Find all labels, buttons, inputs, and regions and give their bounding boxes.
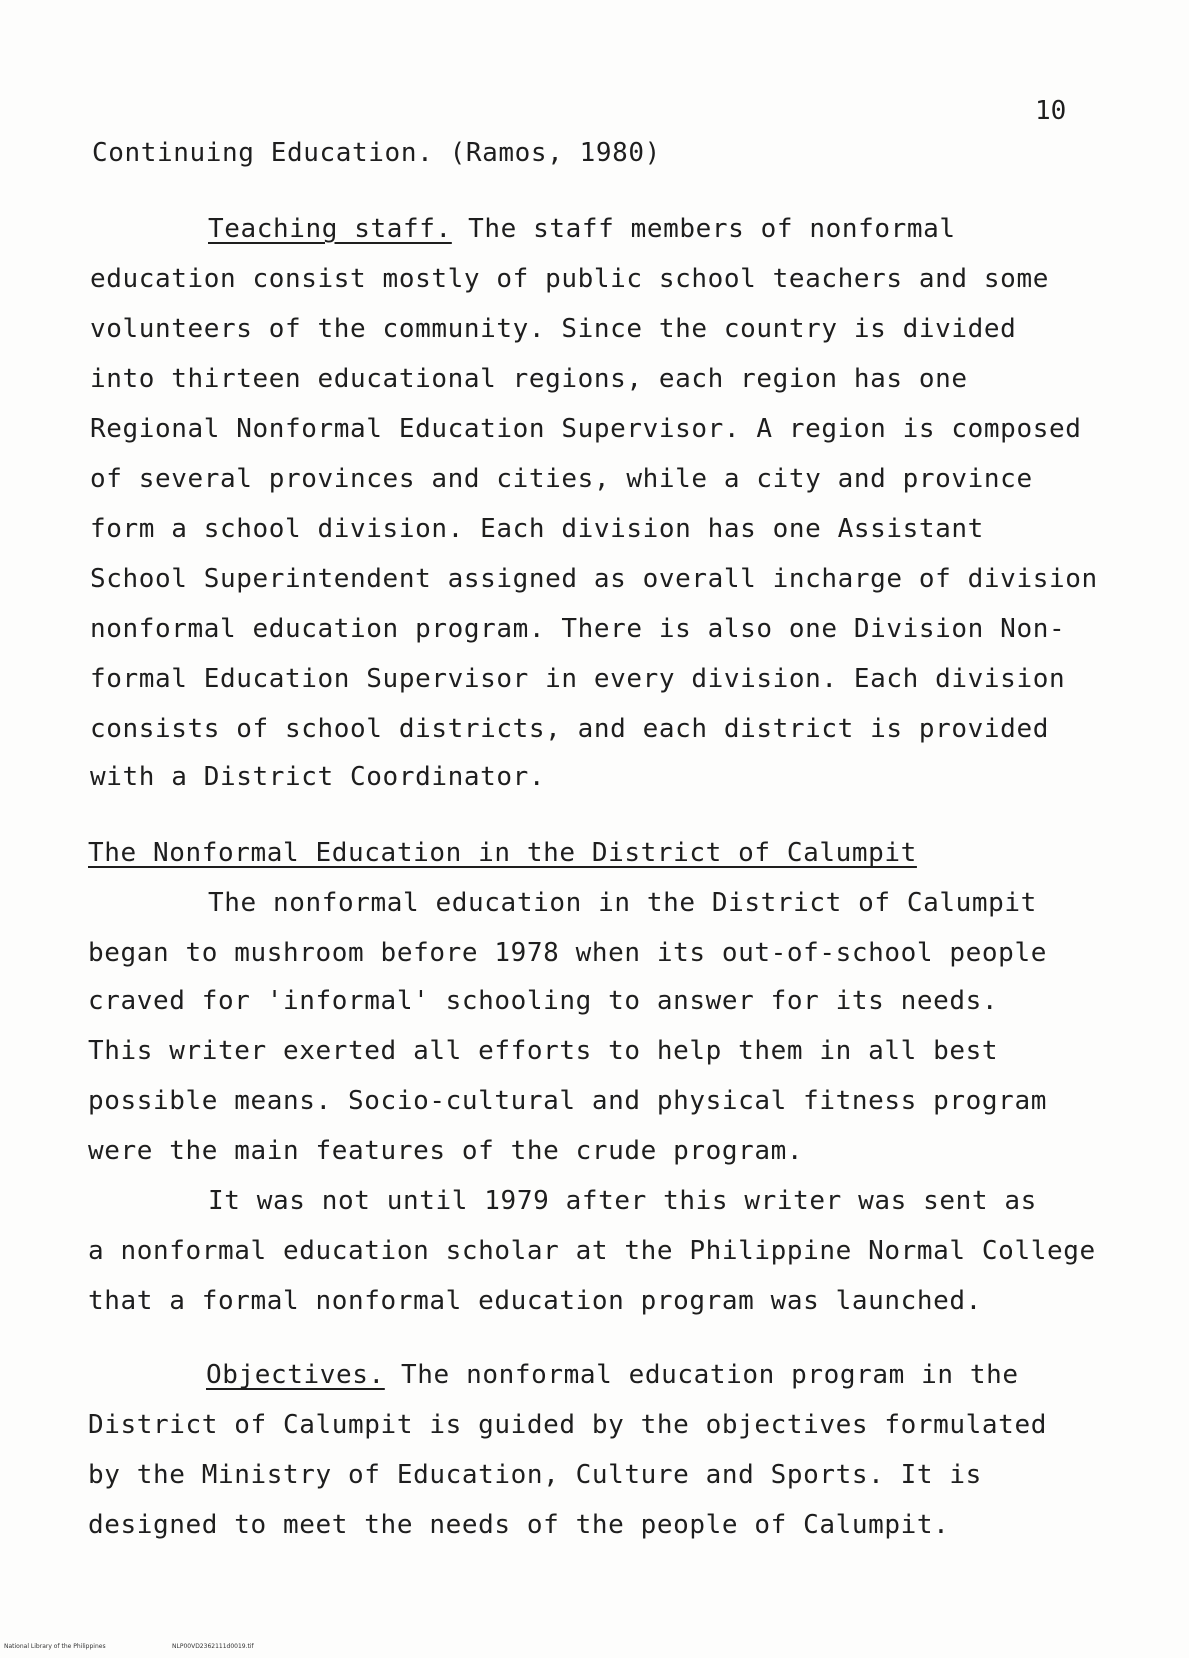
paragraph-teaching-staff-first-line	[208, 214, 956, 244]
text-line: District of Calumpit is guided by the objectives formulated	[88, 1410, 1047, 1440]
text-line: It was not until 1979 after this writer was sent as	[208, 1186, 1037, 1216]
objectives-heading: Objectives.	[206, 1360, 385, 1390]
text-line: into thirteen educational regions, each region has one	[90, 364, 968, 394]
section-heading: The Nonformal Education in the District of Calumpit	[88, 838, 917, 868]
text-line: possible means. Socio-cultural and physical fitness program	[88, 1086, 1047, 1116]
text-line: consists of school districts, and each district is provided	[90, 714, 1049, 744]
text-line: form a school division. Each division has one Assistant	[90, 514, 984, 544]
text-line: that a formal nonformal education program was launched.	[88, 1286, 982, 1316]
text-line: were the main features of the crude program.	[88, 1136, 804, 1166]
footer-library-label: National Library of the Philippines	[4, 1643, 106, 1650]
text-line: nonformal education program. There is also one Division Non-	[90, 614, 1066, 644]
page-number: 10	[1035, 96, 1067, 126]
text-line: formal Education Supervisor in every division. Each division	[90, 664, 1066, 694]
text-line: designed to meet the needs of the people of Calumpit.	[88, 1510, 950, 1540]
text-line: This writer exerted all efforts to help them in all best	[88, 1036, 999, 1066]
text-line: The nonformal education program in the	[384, 1360, 1019, 1390]
text-line: Continuing Education. (Ramos, 1980)	[92, 138, 661, 168]
text-line: The staff members of nonformal	[451, 214, 956, 244]
text-line: began to mushroom before 1978 when its out-of-school people	[88, 938, 1047, 968]
text-line: with a District Coordinator.	[90, 762, 546, 792]
text-line: School Superintendent assigned as overall incharge of division	[90, 564, 1098, 594]
text-line: craved for 'informal' schooling to answer for its needs.	[88, 986, 999, 1016]
paragraph-objectives-first-line	[206, 1360, 1019, 1390]
text-line: education consist mostly of public school teachers and some	[90, 264, 1049, 294]
text-line: by the Ministry of Education, Culture and Sports. It is	[88, 1460, 982, 1490]
text-line: of several provinces and cities, while a city and province	[90, 464, 1033, 494]
footer-file-label: NLP00VD2362111d0019.tif	[172, 1643, 254, 1650]
text-line: Regional Nonformal Education Supervisor. A region is composed	[90, 414, 1082, 444]
text-line: a nonformal education scholar at the Philippine Normal College	[88, 1236, 1096, 1266]
text-line: volunteers of the community. Since the country is divided	[90, 314, 1017, 344]
text-line: The nonformal education in the District of Calumpit	[208, 888, 1037, 918]
teaching-staff-heading: Teaching staff.	[208, 214, 452, 244]
